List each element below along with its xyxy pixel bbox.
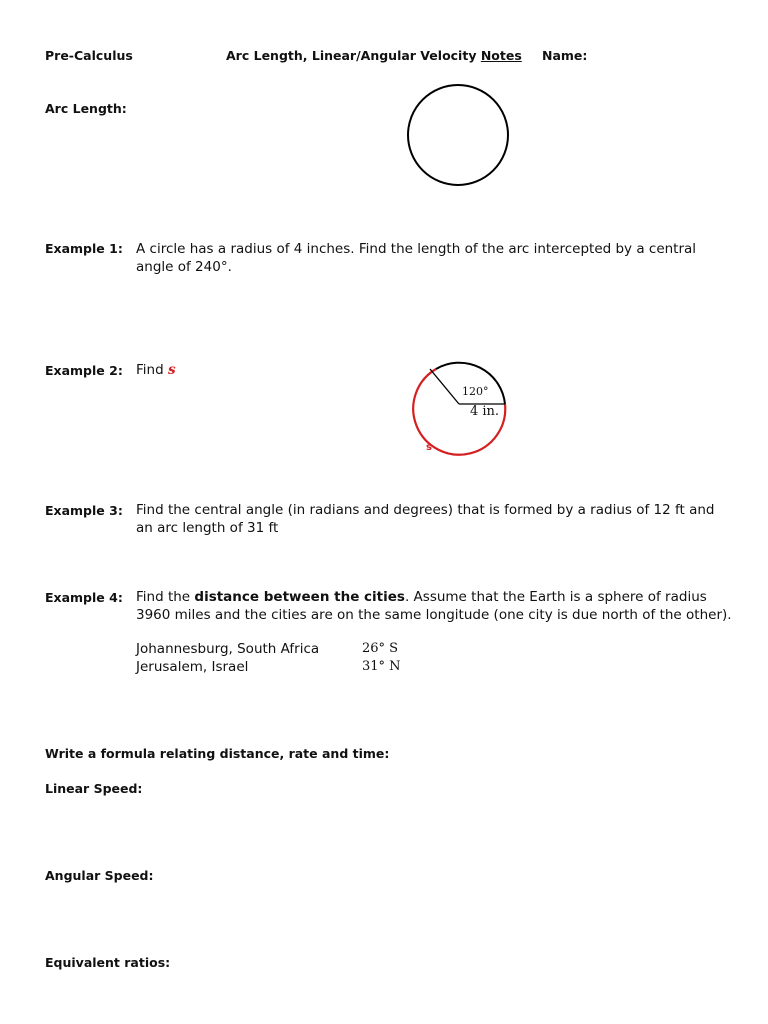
- sector-radius-slanted: [430, 369, 459, 404]
- arc-length-label: Arc Length:: [45, 101, 127, 116]
- distance-rate-time-prompt: Write a formula relating distance, rate and time:: [45, 746, 390, 761]
- worksheet-title-notes: Notes: [480, 48, 522, 63]
- city-latitude-johannesburg: 26° S: [362, 641, 399, 656]
- example2-prompt-text: Find: [136, 362, 168, 378]
- example4-line2: 3960 miles and the cities are on the same longitude (one city is due north of the other).: [136, 607, 732, 623]
- example4-text: [136, 588, 732, 624]
- angular-speed-label: Angular Speed:: [45, 868, 154, 883]
- course-title: Pre-Calculus: [45, 48, 133, 63]
- name-label: Name:: [542, 48, 588, 63]
- example4-label: Example 4:: [45, 590, 123, 605]
- example3-line2: an arc length of 31 ft: [136, 520, 279, 536]
- example1-label: Example 1:: [45, 241, 123, 256]
- example2-label: Example 2:: [45, 363, 123, 378]
- sector-radius-label: 4 in.: [470, 404, 500, 419]
- sector-angle-label: 120°: [462, 385, 489, 398]
- equivalent-ratios-label: Equivalent ratios:: [45, 955, 171, 970]
- example3-label: Example 3:: [45, 503, 123, 518]
- city-name-johannesburg: Johannesburg, South Africa: [136, 641, 320, 657]
- city-name-jerusalem: Jerusalem, Israel: [136, 659, 249, 675]
- example4-line1-pre: Find the: [136, 589, 195, 605]
- example2-variable-s: s: [167, 362, 176, 378]
- example4-line1: [136, 588, 732, 606]
- example3-line1: Find the central angle (in radians and degrees) that is formed by a radius of 12 ft and: [136, 502, 715, 518]
- example4-line1-post: . Assume that the Earth is a sphere of radius: [404, 589, 707, 605]
- worksheet-title-main: Arc Length, Linear/Angular Velocity: [226, 48, 481, 63]
- city-latitude-jerusalem: 31° N: [362, 659, 401, 674]
- example4-line1-bold: distance between the cities: [194, 589, 405, 605]
- example3-text: [136, 501, 714, 537]
- sector-arc-label: s: [426, 442, 432, 453]
- linear-speed-label: Linear Speed:: [45, 781, 143, 796]
- example1-line2: angle of 240°.: [136, 259, 232, 275]
- example1-line1: A circle has a radius of 4 inches. Find the length of the arc intercepted by a central: [136, 241, 697, 257]
